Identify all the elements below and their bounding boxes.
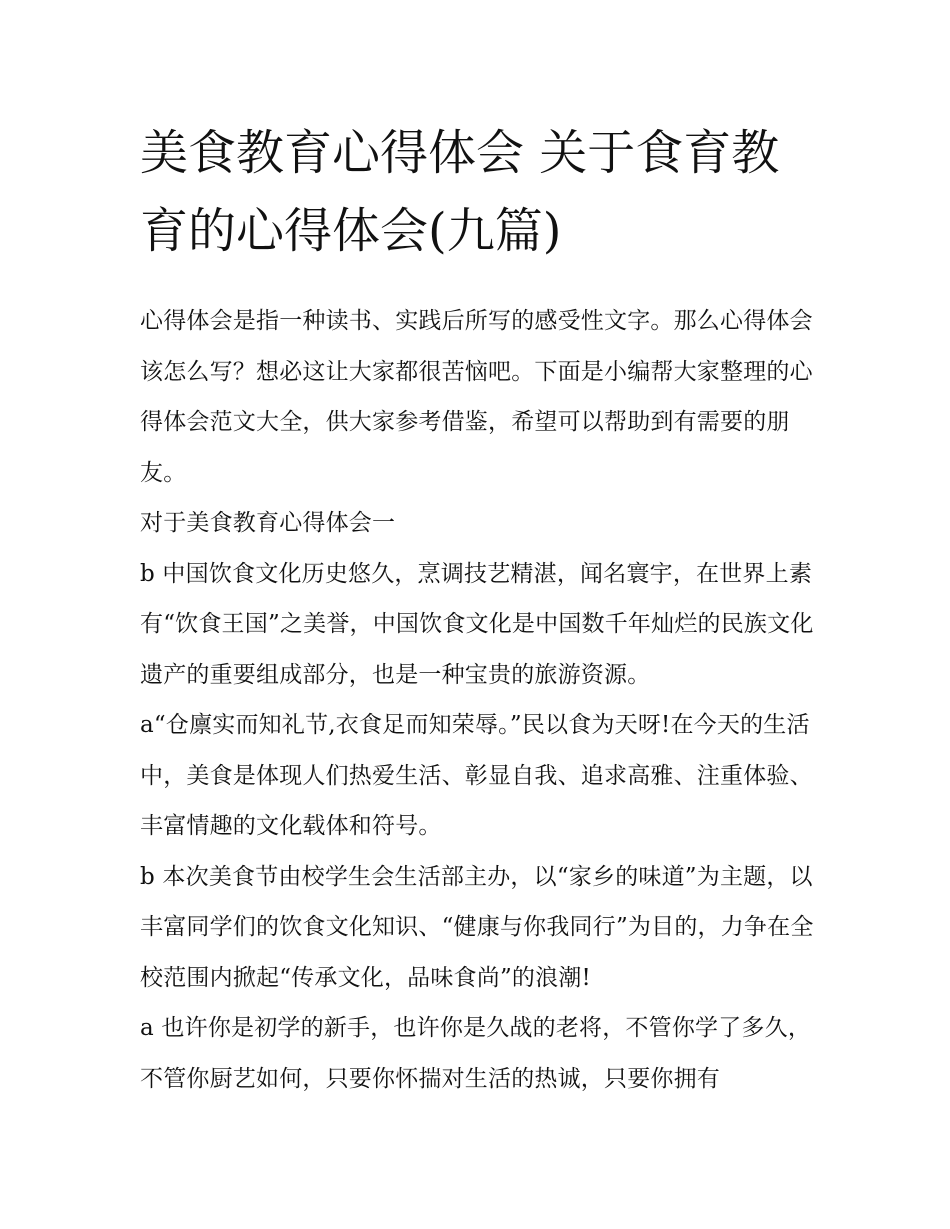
intro-paragraph: 心得体会是指一种读书、实践后所写的感受性文字。那么心得体会该怎么写？想必这让大家都很苦恼吧。下面是小编帮大家整理的心得体会范文大全，供大家参考借鉴，希望可以帮助到有需要的朋友。 — [140, 308, 813, 486]
section-heading: 对于美食教育心得体会一 — [140, 510, 396, 536]
body-paragraph: a“仓廪实而知礼节,衣食足而知荣辱。”民以食为天呀!在今天的生活中，美食是体现人们热爱生活、彰显自我、追求高雅、注重体验、丰富情趣的文化载体和符号。 — [140, 712, 813, 839]
body-paragraph: a 也许你是初学的新手，也许你是久战的老将，不管你学了多久，不管你厨艺如何，只要你怀揣对生活的热诚，只要你拥有 — [140, 1015, 812, 1092]
body-paragraph: b 本次美食节由校学生会生活部主办，以“家乡的味道”为主题，以丰富同学们的饮食文化知识、“健康与你我同行”为目的，力争在全校范围内掀起“传承文化，品味食尚”的浪潮! — [140, 863, 814, 991]
document-body — [140, 114, 815, 1104]
document-title: 美食教育心得体会 关于食育教育的心得体会(九篇) — [140, 125, 780, 259]
body-paragraph: b 中国饮食文化历史悠久，烹调技艺精湛，闻名寰宇，在世界上素有“饮食王国”之美誉，中国饮食文化是中国数千年灿烂的民族文化遗产的重要组成部分，也是一种宝贵的旅游资源。 — [140, 560, 814, 688]
